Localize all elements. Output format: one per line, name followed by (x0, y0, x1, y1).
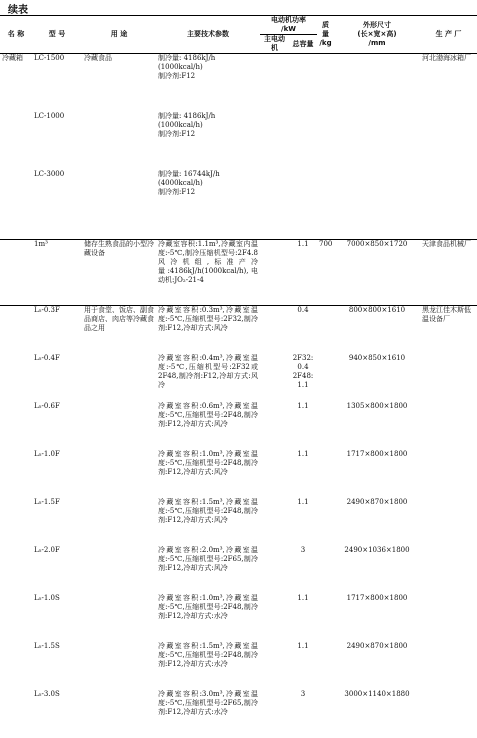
header-maker: 生 产 厂 (420, 16, 477, 54)
cell-model: L₅-1.5F (34, 497, 60, 506)
table-row (0, 240, 477, 306)
cell-model: 1m³ (32, 240, 82, 306)
cell-params: 冷藏室容积:1.1m³,冷藏室内温度:-5℃,制冷压缩机型号:2F4.8风冷机组,标准产冷量:4186kJ/h(1000kcal/h),电动机:JO₂-21-4 (156, 240, 260, 306)
cell-mass (317, 402, 334, 450)
spec-table (0, 15, 477, 738)
cell-main-kw (260, 240, 289, 306)
cell-params: 冷藏室容积:1.5m³,冷藏室温度:-5℃,压缩机型号:2F48,制冷剂:F12,冷却方式:风冷 (158, 497, 258, 524)
cell-main-kw (260, 546, 289, 594)
cell-main-kw (260, 594, 289, 642)
cell-mass: 700 (317, 240, 334, 306)
table-row (0, 170, 477, 240)
cell-main-kw (260, 354, 289, 402)
table-row (0, 546, 477, 594)
cell-mass (317, 354, 334, 402)
cell-dims (334, 54, 420, 112)
cell-params: 冷藏室容积:1.0m³,冷藏室温度:-5℃,压缩机型号:2F48,制冷剂:F12,冷却方式:风冷 (158, 449, 258, 476)
table-row (0, 690, 477, 738)
cell-main-kw (260, 306, 289, 354)
cell-dims (334, 112, 420, 170)
header-name: 名 称 (0, 16, 32, 54)
spec-table-body (0, 54, 477, 738)
table-row (0, 402, 477, 450)
cell-maker: 黑龙江佳木斯低温设备厂 (420, 306, 477, 738)
cell-params: 冷藏室容积:0.3m³,冷藏室温度:-5℃,压缩机型号:2F32,制冷剂:F12,冷却方式:风冷 (156, 306, 260, 354)
cell-total-kw (289, 170, 317, 240)
cell-main-kw (260, 112, 289, 170)
cell-params: 冷藏室容积:2.0m³,冷藏室温度:-5℃,压缩机型号:2F65,制冷剂:F12,冷却方式:风冷 (158, 545, 258, 572)
cell-params: 冷藏室容积:0.6m³,冷藏室温度:-5℃,压缩机型号:2F48,制冷剂:F12,冷却方式:风冷 (158, 401, 258, 428)
cell-mass (317, 450, 334, 498)
cell-model: LC-1500 (32, 54, 82, 112)
table-row (0, 306, 477, 354)
table-row (0, 594, 477, 642)
cell-model: L₅-0.3F (32, 306, 82, 354)
header-power-main: 主电动机 (260, 35, 289, 54)
cell-main-kw (260, 642, 289, 690)
cell-mass (317, 112, 334, 170)
header-params: 主要技术参数 (156, 16, 260, 54)
cell-total-kw: 2F32: 0.4 2F48: 1.1 (292, 353, 314, 389)
cell-params: 制冷量: 16744kJ/h (4000kcal/h) 制冷剂:F12 (158, 169, 220, 196)
cell-params: 制冷量: 4186kJ/h (1000kcal/h) 制冷剂:F12 (158, 111, 216, 138)
cell-maker: 天津食品机械厂 (420, 240, 477, 306)
header-mass: 质量 /kg (317, 16, 334, 54)
cell-dims: 800×800×1610 (334, 306, 420, 354)
cell-dims: 2490×870×1800 (346, 497, 408, 506)
cell-total-kw: 1.1 (297, 449, 309, 458)
cell-total-kw (289, 112, 317, 170)
header-power: 电动机功率 /kW (260, 16, 317, 35)
cell-model: L₅-1.5S (34, 641, 60, 650)
cell-maker: 河北渤海冰箱厂 (420, 54, 477, 240)
cell-mass (317, 642, 334, 690)
cell-main-kw (260, 498, 289, 546)
continuation-label: 续表 (8, 5, 28, 16)
cell-total-kw: 1.1 (297, 497, 309, 506)
cell-name (0, 306, 32, 738)
cell-total-kw: 0.4 (289, 306, 317, 354)
cell-mass (317, 498, 334, 546)
cell-mass (317, 306, 334, 354)
cell-main-kw (260, 402, 289, 450)
cell-main-kw (260, 170, 289, 240)
cell-total-kw: 3 (300, 689, 306, 698)
cell-mass (317, 690, 334, 738)
table-row (0, 498, 477, 546)
cell-total-kw: 3 (300, 545, 306, 554)
cell-name (0, 240, 32, 306)
cell-dims: 1717×800×1800 (346, 593, 408, 602)
table-row (0, 112, 477, 170)
table-row (0, 54, 477, 112)
cell-model: L₅-1.0S (34, 593, 60, 602)
cell-params: 冷藏室容积:1.5m³,冷藏室温度:-5℃,压缩机型号:2F48,制冷剂:F12,冷却方式:水冷 (158, 641, 258, 668)
header-power-total: 总容量 (289, 35, 317, 54)
header-use: 用 途 (82, 16, 156, 54)
cell-model: L₅-0.4F (34, 353, 60, 362)
cell-total-kw: 1.1 (297, 641, 309, 650)
cell-total-kw (289, 54, 317, 112)
cell-params: 冷藏室容积:3.0m³,冷藏室温度:-5℃,压缩机型号:2F65,制冷剂:F12,冷却方式:水冷 (158, 689, 258, 716)
cell-use: 储存生熟食品的小型冷藏设备 (82, 240, 156, 306)
cell-mass (317, 170, 334, 240)
cell-dims: 2490×1036×1800 (344, 545, 410, 554)
cell-model: LC-3000 (34, 169, 65, 178)
cell-use: 用于食堂、饭店、副食品商店、肉店等冷藏食品之用 (82, 306, 156, 738)
cell-total-kw: 1.1 (297, 593, 309, 602)
cell-dims: 1305×800×1800 (346, 401, 408, 410)
table-row (0, 642, 477, 690)
cell-dims: 7000×850×1720 (334, 240, 420, 306)
cell-dims (334, 170, 420, 240)
cell-total-kw: 1.1 (289, 240, 317, 306)
table-row (0, 450, 477, 498)
cell-model: L₅-2.0F (34, 545, 60, 554)
cell-model: LC-1000 (34, 111, 65, 120)
cell-model: L₅-3.0S (34, 689, 60, 698)
table-row (0, 354, 477, 402)
cell-model: L₅-0.6F (34, 401, 60, 410)
cell-dims: 1717×800×1800 (346, 449, 408, 458)
cell-mass (317, 54, 334, 112)
cell-name: 冷藏箱 (0, 54, 32, 240)
cell-params: 冷藏室容积:0.4m³,冷藏室温度:-5℃,压缩机型号:2F32或2F48,制冷剂:F12,冷却方式:风冷 (158, 353, 258, 389)
cell-params: 冷藏室容积:1.0m³,冷藏室温度:-5℃,压缩机型号:2F48,制冷剂:F12,冷却方式:水冷 (158, 593, 258, 620)
cell-main-kw (260, 690, 289, 738)
cell-main-kw (260, 54, 289, 112)
header-dims: 外形尺寸 (长×宽×高) /mm (334, 16, 420, 54)
cell-total-kw: 1.1 (297, 401, 309, 410)
cell-dims: 2490×870×1800 (346, 641, 408, 650)
cell-mass (317, 594, 334, 642)
cell-mass (317, 546, 334, 594)
cell-params: 制冷量: 4186kJ/h (1000kcal/h) 制冷剂:F12 (156, 54, 260, 112)
cell-model: L₅-1.0F (34, 449, 60, 458)
cell-dims: 940×850×1610 (348, 353, 406, 362)
cell-dims: 3000×1140×1880 (344, 689, 410, 698)
cell-main-kw (260, 450, 289, 498)
cell-use: 冷藏食品 (82, 54, 156, 240)
header-model: 型 号 (32, 16, 82, 54)
